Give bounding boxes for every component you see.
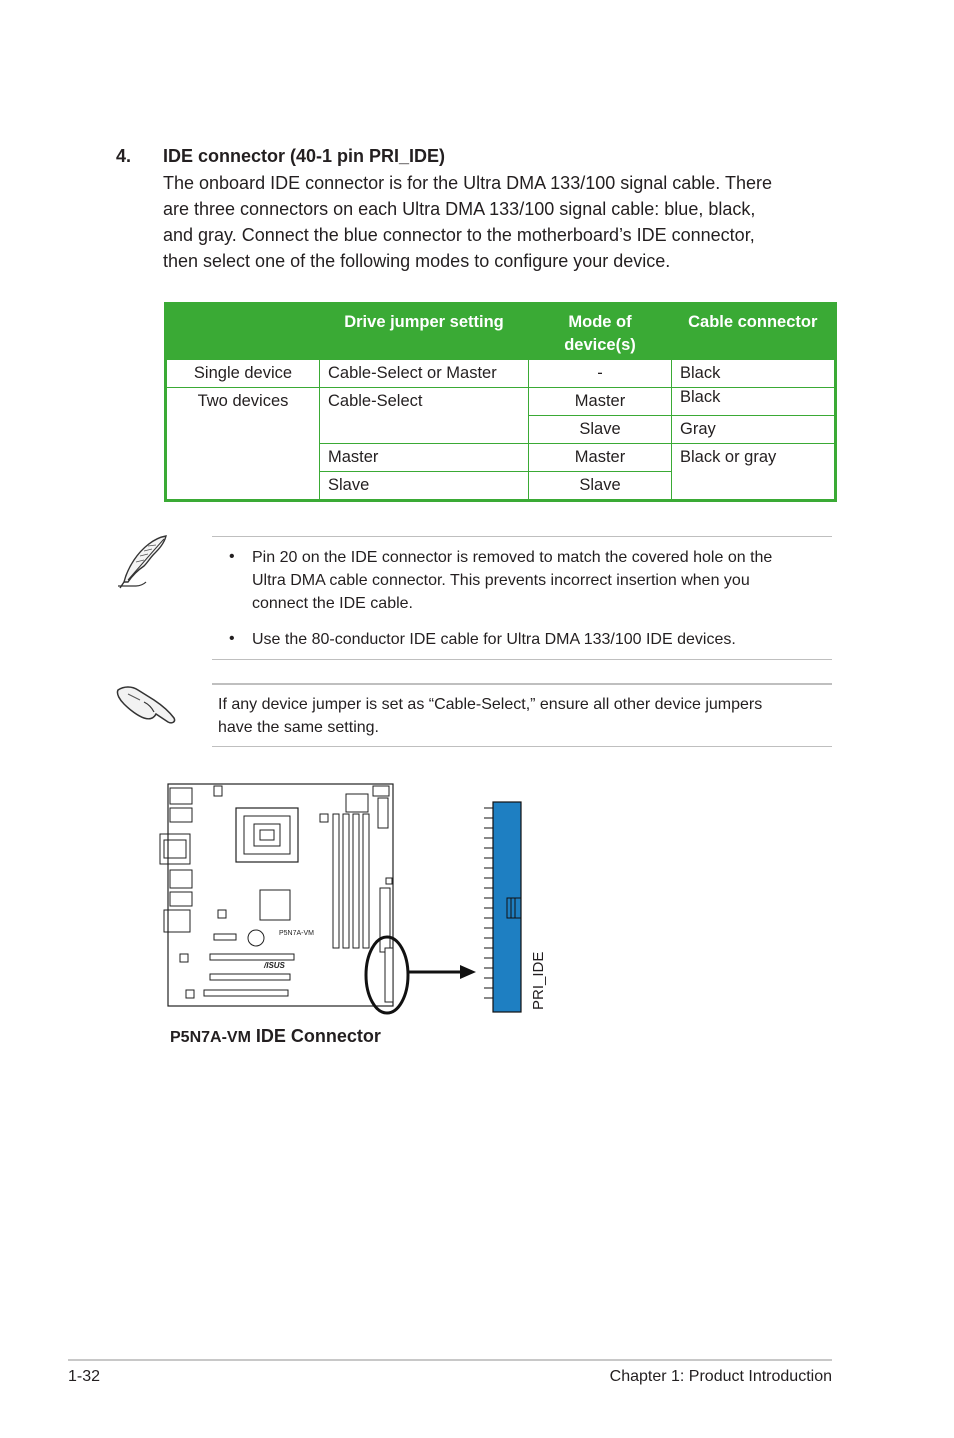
bullet-dot: • [229, 630, 235, 647]
table-cell: Slave [320, 472, 529, 501]
feather-pen-icon [114, 532, 172, 592]
brand-logo-text: /ISUS [264, 961, 285, 970]
table-cell: Master [529, 388, 672, 416]
section-body [163, 170, 843, 274]
board-label: P5N7A-VM [279, 930, 315, 937]
table-cell: Gray [672, 416, 836, 444]
table-cell: Black or gray [672, 444, 836, 501]
chapter-title: Chapter 1: Product Introduction [609, 1368, 832, 1385]
table-cell: - [529, 360, 672, 388]
page-number: 1-32 [68, 1368, 101, 1385]
note-line: connect the IDE cable. [252, 595, 413, 612]
table-cell: Black [672, 360, 836, 388]
note-bullet-1 [252, 546, 772, 615]
table-header: Mode of device(s) [529, 304, 672, 360]
table-cell: Cable-Select [320, 388, 529, 444]
note-top-rule [212, 536, 832, 537]
body-line: The onboard IDE connector is for the Ultra DMA 133/100 signal cable. There [163, 173, 773, 193]
table-header: Drive jumper setting [320, 304, 529, 360]
table-cell: Two devices [166, 388, 320, 501]
table-row [166, 388, 836, 416]
motherboard-diagram [158, 780, 558, 1020]
table-header [166, 304, 320, 360]
table-cell: Single device [166, 360, 320, 388]
body-line: then select one of the following modes to configure your device. [163, 251, 671, 271]
body-line: are three connectors on each Ultra DMA 133/100 signal cable: blue, black, [163, 199, 756, 219]
note-line: Ultra DMA cable connector. This prevents incorrect insertion when you [252, 572, 750, 589]
table-cell: Slave [529, 416, 672, 444]
caution-line: If any device jumper is set as “Cable-Select,” ensure all other device jumpers [218, 696, 763, 713]
table-row [166, 360, 836, 388]
caption-text: IDE Connector [250, 1026, 381, 1046]
table-header: Cable connector [672, 304, 836, 360]
table-header-row [166, 304, 836, 360]
ide-connector-small [385, 948, 393, 1002]
bullet-dot: • [229, 548, 235, 565]
footer-rule [68, 1359, 832, 1361]
note-line: Pin 20 on the IDE connector is removed to match the covered hole on the [252, 549, 773, 566]
caution-text [218, 693, 762, 739]
note-bottom-rule [212, 659, 832, 660]
arrow-head [460, 965, 476, 979]
body-line: and gray. Connect the blue connector to the motherboard’s IDE connector, [163, 225, 755, 245]
caption-model: P5N7A-VM [170, 1029, 251, 1046]
connector-pin-ticks [484, 808, 493, 998]
section-title: IDE connector (40-1 pin PRI_IDE) [163, 146, 446, 166]
table-cell: Master [320, 444, 529, 472]
table-cell: Cable-Select or Master [320, 360, 529, 388]
note-line: Use the 80-conductor IDE cable for Ultra DMA 133/100 IDE devices. [252, 631, 736, 648]
ide-modes-table [164, 302, 837, 502]
diagram-caption [170, 1026, 381, 1047]
pri-ide-label: PRI_IDE [530, 951, 547, 1010]
caution-bottom-rule [212, 746, 832, 747]
section-number: 4. [116, 146, 132, 166]
note-bullet-2 [252, 628, 736, 651]
table-cell: Slave [529, 472, 672, 501]
pointing-hand-icon [114, 680, 180, 726]
caution-top-rule [212, 683, 832, 685]
table-cell: Master [529, 444, 672, 472]
table-cell: Black [672, 388, 836, 416]
caution-line: have the same setting. [218, 719, 379, 736]
